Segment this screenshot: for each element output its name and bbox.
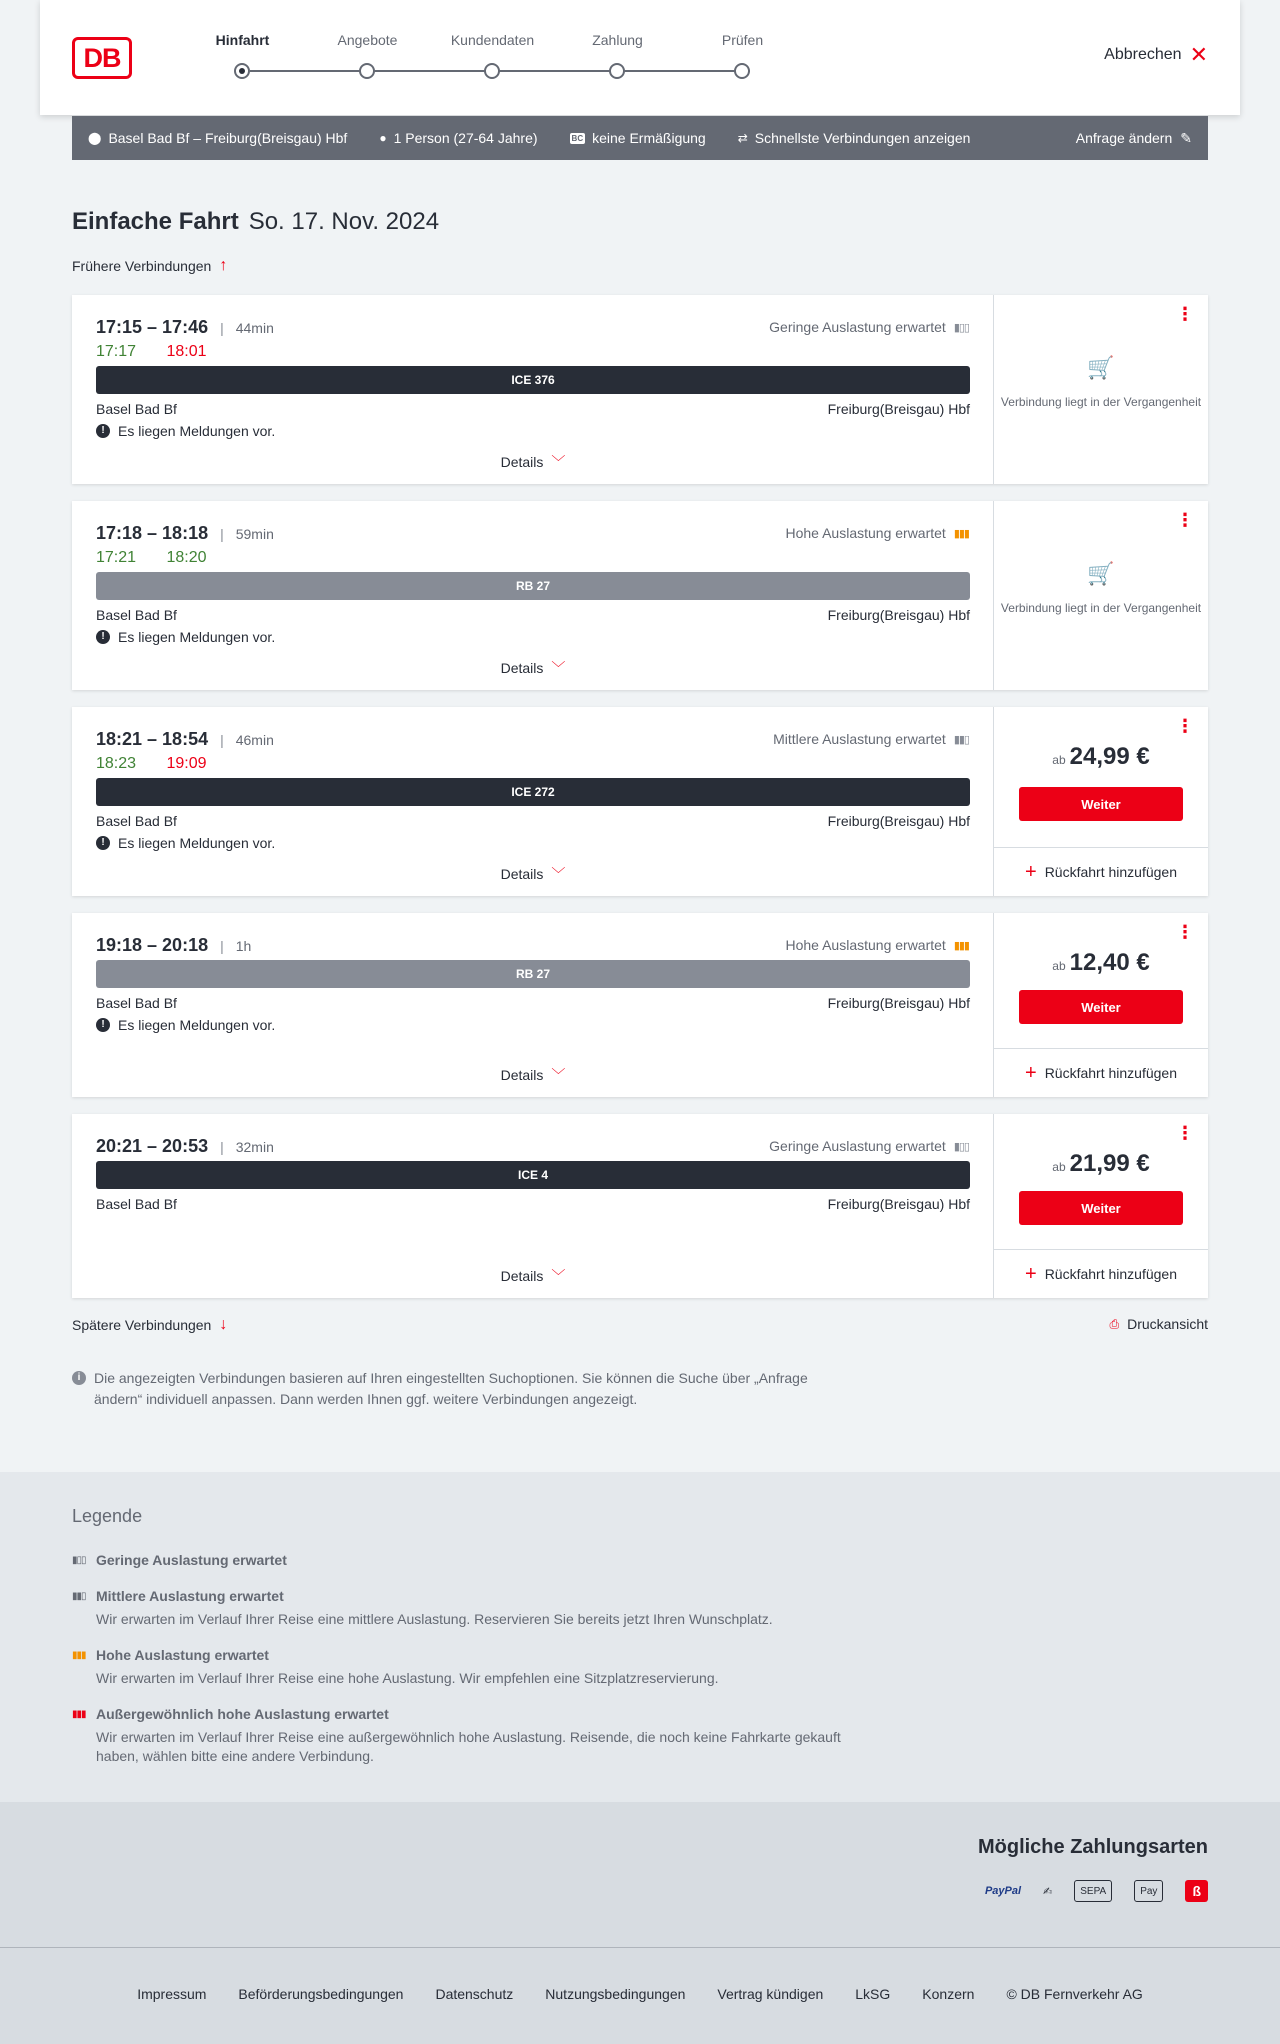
price-value: 12,40 € (1069, 949, 1150, 976)
details-label: Details (500, 866, 544, 882)
connection-times (96, 317, 274, 338)
connection-card (72, 707, 1208, 896)
details-toggle[interactable] (72, 658, 994, 678)
return-label: Rückfahrt hinzufügen (1044, 1064, 1177, 1081)
separator: | (220, 1138, 224, 1155)
connection-times (96, 935, 251, 956)
fastest-text: Schnellste Verbindungen anzeigen (754, 130, 971, 146)
extra-high-load-icon: ▮▮▮ (72, 1708, 86, 1720)
legend-item-title: Außergewöhnlich hohe Auslastung erwartet (96, 1706, 389, 1722)
footer-copyright: © DB Fernverkehr AG (1006, 1986, 1143, 2002)
price-value: 24,99 € (1069, 743, 1150, 770)
continue-button[interactable]: Weiter (1019, 787, 1183, 821)
duration: 1h (235, 937, 252, 954)
notice (96, 835, 275, 851)
low-load-icon: ▮▯▯ (72, 1554, 86, 1566)
add-return-button[interactable] (994, 1048, 1208, 1096)
summary-route (88, 130, 347, 146)
duration: 46min (235, 731, 274, 748)
footer-links (0, 1986, 1280, 2002)
past-text: Verbindung liegt in der Vergangenheit (1000, 395, 1202, 409)
db-logo[interactable]: DB (72, 37, 132, 79)
planned-times: 17:15 – 17:46 (96, 317, 209, 337)
footer-link-lksg[interactable]: LkSG (855, 1986, 891, 2002)
connection-main (72, 913, 994, 1097)
step-dot (734, 63, 750, 79)
planned-times: 18:21 – 18:54 (96, 729, 209, 749)
details-label: Details (500, 1268, 544, 1284)
earlier-connections-link[interactable] (72, 257, 227, 275)
plus-icon: + (1025, 1061, 1037, 1084)
stations (96, 813, 970, 829)
step-label: Kundendaten (450, 32, 535, 48)
legend-item-desc: Wir erwarten im Verlauf Ihrer Reise eine außergewöhnlich hohe Auslastung. Reisende, die noch keine Fahrkarte gekauft haben, wählen bitte eine andere Verbindung. (96, 1729, 841, 1764)
search-summary-bar (72, 116, 1208, 160)
chevron-down-icon: ﹀ (551, 660, 566, 676)
high-load-icon: ▮▮▮ (72, 1649, 86, 1661)
summary-discount (570, 130, 706, 146)
realtime-arrival: 18:01 (166, 343, 207, 360)
stations (96, 401, 970, 417)
change-label: Anfrage ändern (1075, 130, 1173, 146)
info-note (72, 1368, 852, 1410)
add-return-button[interactable] (994, 847, 1208, 895)
legend-title: Legende (72, 1506, 143, 1526)
arrow-down-icon: ↓ (219, 1316, 228, 1333)
legend-item-title: Hohe Auslastung erwartet (96, 1647, 269, 1663)
connection-times (96, 729, 274, 750)
past-connection (994, 561, 1208, 615)
notice-text: Es liegen Meldungen vor. (118, 835, 276, 851)
destination-station: Freiburg(Breisgau) Hbf (827, 813, 970, 829)
connection-offer (994, 295, 1208, 484)
payment-icons (985, 1880, 1208, 1902)
more-options-icon[interactable]: ⋮ (1176, 1123, 1194, 1143)
stations (96, 1196, 970, 1212)
notice (96, 1017, 275, 1033)
realtime-arrival: 18:20 (166, 549, 207, 566)
trip-date: So. 17. Nov. 2024 (248, 208, 440, 235)
payment-section (0, 1802, 1280, 1947)
alert-icon: ! (96, 1018, 110, 1032)
destination-station: Freiburg(Breisgau) Hbf (827, 995, 970, 1011)
close-icon: ✕ (1189, 42, 1208, 67)
load-indicator[interactable] (773, 731, 969, 747)
connection-times (96, 523, 274, 544)
footer (0, 1947, 1280, 2044)
change-request-button[interactable] (1076, 130, 1192, 147)
realtime-arrival: 19:09 (166, 755, 207, 772)
arrow-up-icon: ↑ (219, 257, 228, 274)
person-icon: ● (379, 131, 387, 145)
load-text: Geringe Auslastung erwartet (769, 319, 946, 335)
destination-station: Freiburg(Breisgau) Hbf (827, 607, 970, 623)
connection-main (72, 1114, 994, 1298)
later-connections-link[interactable] (72, 1316, 227, 1334)
footer-link-datenschutz[interactable]: Datenschutz (435, 1986, 514, 2002)
notice-text: Es liegen Meldungen vor. (118, 423, 276, 439)
more-options-icon[interactable]: ⋮ (1176, 716, 1194, 736)
low-load-icon: ▮▯▯ (953, 321, 969, 334)
credit-card-icon: ✍ (1043, 1885, 1053, 1898)
cart-icon: 🛒 (1087, 355, 1115, 380)
cart-icon: 🛒 (1087, 561, 1115, 586)
legend-item-high (72, 1647, 856, 1688)
medium-load-icon: ▮▮▯ (953, 733, 969, 746)
return-label: Rückfahrt hinzufügen (1044, 1265, 1177, 1282)
continue-button[interactable]: Weiter (1019, 1191, 1183, 1225)
footer-link-befoerderungsbedingungen[interactable]: Beförderungsbedingungen (238, 1986, 404, 2002)
details-label: Details (500, 454, 544, 470)
paypal-icon: PayPal (984, 1885, 1022, 1897)
alert-icon: ! (96, 836, 110, 850)
origin-station: Basel Bad Bf (96, 995, 177, 1011)
separator: | (220, 319, 224, 336)
destination-station: Freiburg(Breisgau) Hbf (827, 401, 970, 417)
destination-station: Freiburg(Breisgau) Hbf (827, 1196, 970, 1212)
load-text: Mittlere Auslastung erwartet (773, 731, 946, 747)
details-toggle[interactable] (72, 1065, 994, 1085)
legend-item-desc: Wir erwarten im Verlauf Ihrer Reise eine hohe Auslastung. Wir empfehlen eine Sitzplatzreservierung. (96, 1670, 719, 1686)
train-bar[interactable]: RB 27 (96, 960, 970, 988)
step-angebote (305, 32, 430, 52)
print-view-link[interactable] (1109, 1316, 1208, 1332)
duration: 44min (235, 319, 274, 336)
location-pin-icon: ⬤ (88, 131, 102, 145)
connection-card (72, 1114, 1208, 1298)
connection-offer (994, 913, 1208, 1097)
notice-text: Es liegen Meldungen vor. (118, 629, 276, 645)
booking-header (40, 0, 1240, 115)
step-dot (359, 63, 375, 79)
separator: | (220, 731, 224, 748)
duration: 59min (235, 525, 274, 542)
load-indicator[interactable] (769, 1138, 969, 1154)
legend-item-title: Mittlere Auslastung erwartet (96, 1588, 284, 1604)
connection-main (72, 295, 994, 484)
step-label: Prüfen (721, 32, 764, 48)
high-load-icon: ▮▮▮ (953, 527, 969, 540)
swap-arrows-icon: ⇄ (737, 131, 748, 145)
train-bar[interactable]: ICE 4 (96, 1161, 970, 1189)
footer-link-impressum[interactable]: Impressum (137, 1986, 207, 2002)
progress-steps (180, 32, 780, 92)
info-icon: i (72, 1371, 86, 1385)
planned-times: 20:21 – 20:53 (96, 1136, 209, 1156)
payment-title: Mögliche Zahlungsarten (977, 1836, 1208, 1858)
realtime-times (96, 549, 207, 567)
duration: 32min (235, 1138, 274, 1155)
pencil-icon: ✎ (1180, 129, 1192, 146)
realtime-times (96, 343, 207, 361)
separator: | (220, 937, 224, 954)
connection-offer (994, 707, 1208, 896)
stations (96, 995, 970, 1011)
continue-button[interactable]: Weiter (1019, 990, 1183, 1024)
step-hinfahrt[interactable] (180, 32, 305, 52)
legend-section (0, 1472, 1280, 1802)
discount-text: keine Ermäßigung (592, 130, 706, 146)
connection-offer (994, 501, 1208, 690)
db-card-icon: ß (1185, 1880, 1208, 1902)
load-text: Hohe Auslastung erwartet (785, 525, 946, 541)
info-text: Die angezeigten Verbindungen basieren auf Ihren eingestellten Suchoptionen. Sie können die Suche über „Anfrage ändern“ individuell anpassen. Dann werden Ihnen ggf. weitere Verbindungen angezeigt. (94, 1370, 808, 1407)
legend-item-title: Geringe Auslastung erwartet (96, 1552, 287, 1568)
printer-icon: ⎙ (1109, 1316, 1120, 1331)
details-label: Details (500, 1067, 544, 1083)
return-label: Rückfahrt hinzufügen (1044, 863, 1177, 880)
alert-icon: ! (96, 424, 110, 438)
chevron-down-icon: ﹀ (551, 1067, 566, 1083)
stations (96, 607, 970, 623)
sepa-icon: SEPA (1074, 1880, 1112, 1902)
cancel-label: Abbrechen (1104, 46, 1182, 63)
load-text: Geringe Auslastung erwartet (769, 1138, 946, 1154)
details-toggle[interactable] (72, 452, 994, 472)
step-label: Hinfahrt (215, 32, 270, 48)
connection-card (72, 501, 1208, 690)
price-prefix: ab (1052, 1160, 1066, 1174)
train-bar[interactable]: ICE 272 (96, 778, 970, 806)
planned-times: 19:18 – 20:18 (96, 935, 209, 955)
connection-main (72, 501, 994, 690)
origin-station: Basel Bad Bf (96, 607, 177, 623)
origin-station: Basel Bad Bf (96, 1196, 177, 1212)
trip-type: Einfache Fahrt (72, 208, 239, 235)
realtime-departure: 18:23 (96, 755, 137, 772)
chevron-down-icon: ﹀ (551, 454, 566, 470)
chevron-down-icon: ﹀ (551, 866, 566, 882)
connection-card (72, 913, 1208, 1097)
summary-fastest (738, 130, 971, 146)
step-label: Zahlung (592, 32, 643, 48)
load-indicator[interactable] (786, 937, 970, 953)
step-dot (484, 63, 500, 79)
bahncard-icon: BC (571, 133, 584, 143)
past-text: Verbindung liegt in der Vergangenheit (1000, 601, 1202, 615)
price (994, 1150, 1208, 1178)
medium-load-icon: ▮▮▯ (72, 1590, 86, 1602)
step-zahlung (555, 32, 680, 52)
realtime-departure: 17:21 (96, 549, 137, 566)
high-load-icon: ▮▮▮ (953, 939, 969, 952)
plus-icon: + (1025, 860, 1037, 883)
chevron-down-icon: ﹀ (551, 1268, 566, 1284)
cancel-button[interactable] (1104, 42, 1208, 67)
details-label: Details (500, 660, 544, 676)
past-connection (994, 355, 1208, 409)
details-toggle[interactable] (72, 1266, 994, 1286)
details-toggle[interactable] (72, 864, 994, 884)
load-text: Hohe Auslastung erwartet (785, 937, 946, 953)
notice (96, 629, 275, 645)
summary-travellers (379, 130, 537, 146)
load-indicator[interactable] (769, 319, 969, 335)
step-kundendaten (430, 32, 555, 52)
legend-item-medium (72, 1588, 856, 1629)
price-prefix: ab (1052, 753, 1066, 767)
footer-link-konzern[interactable]: Konzern (922, 1986, 975, 2002)
connection-offer (994, 1114, 1208, 1298)
page-title (72, 208, 439, 236)
step-dot (609, 63, 625, 79)
notice (96, 423, 275, 439)
realtime-times (96, 755, 207, 773)
more-options-icon[interactable]: ⋮ (1176, 922, 1194, 942)
legend-item-extra-high (72, 1706, 856, 1766)
plus-icon: + (1025, 1262, 1037, 1285)
origin-station: Basel Bad Bf (96, 401, 177, 417)
train-bar[interactable]: ICE 376 (96, 366, 970, 394)
step-pruefen (680, 32, 805, 52)
planned-times: 17:18 – 18:18 (96, 523, 209, 543)
low-load-icon: ▮▯▯ (953, 1140, 969, 1153)
travellers-text: 1 Person (27-64 Jahre) (393, 130, 538, 146)
footer-link-nutzungsbedingungen[interactable]: Nutzungsbedingungen (545, 1986, 686, 2002)
price (994, 743, 1208, 771)
step-label: Angebote (337, 32, 398, 48)
connection-main (72, 707, 994, 896)
price-prefix: ab (1052, 959, 1066, 973)
legend-item-low (72, 1552, 287, 1568)
price-value: 21,99 € (1069, 1150, 1150, 1177)
print-label: Druckansicht (1127, 1316, 1208, 1332)
legend-item-desc: Wir erwarten im Verlauf Ihrer Reise eine mittlere Auslastung. Reservieren Sie bereits jetzt Ihren Wunschplatz. (96, 1611, 773, 1627)
notice-text: Es liegen Meldungen vor. (118, 1017, 276, 1033)
price (994, 949, 1208, 977)
more-options-icon[interactable]: ⋮ (1176, 510, 1194, 530)
step-dot (234, 63, 250, 79)
realtime-departure: 17:17 (96, 343, 137, 360)
footer-link-vertrag-kuendigen[interactable]: Vertrag kündigen (717, 1986, 824, 2002)
load-indicator[interactable] (786, 525, 970, 541)
more-options-icon[interactable]: ⋮ (1176, 304, 1194, 324)
earlier-label: Frühere Verbindungen (72, 258, 212, 274)
origin-station: Basel Bad Bf (96, 813, 177, 829)
progress-line (250, 70, 750, 72)
train-bar[interactable]: RB 27 (96, 572, 970, 600)
connection-times (96, 1136, 274, 1157)
connection-card (72, 295, 1208, 484)
add-return-button[interactable] (994, 1249, 1208, 1297)
route-text: Basel Bad Bf – Freiburg(Breisgau) Hbf (108, 130, 348, 146)
apple-pay-icon: Pay (1134, 1880, 1163, 1902)
separator: | (220, 525, 224, 542)
later-label: Spätere Verbindungen (72, 1317, 212, 1333)
alert-icon: ! (96, 630, 110, 644)
